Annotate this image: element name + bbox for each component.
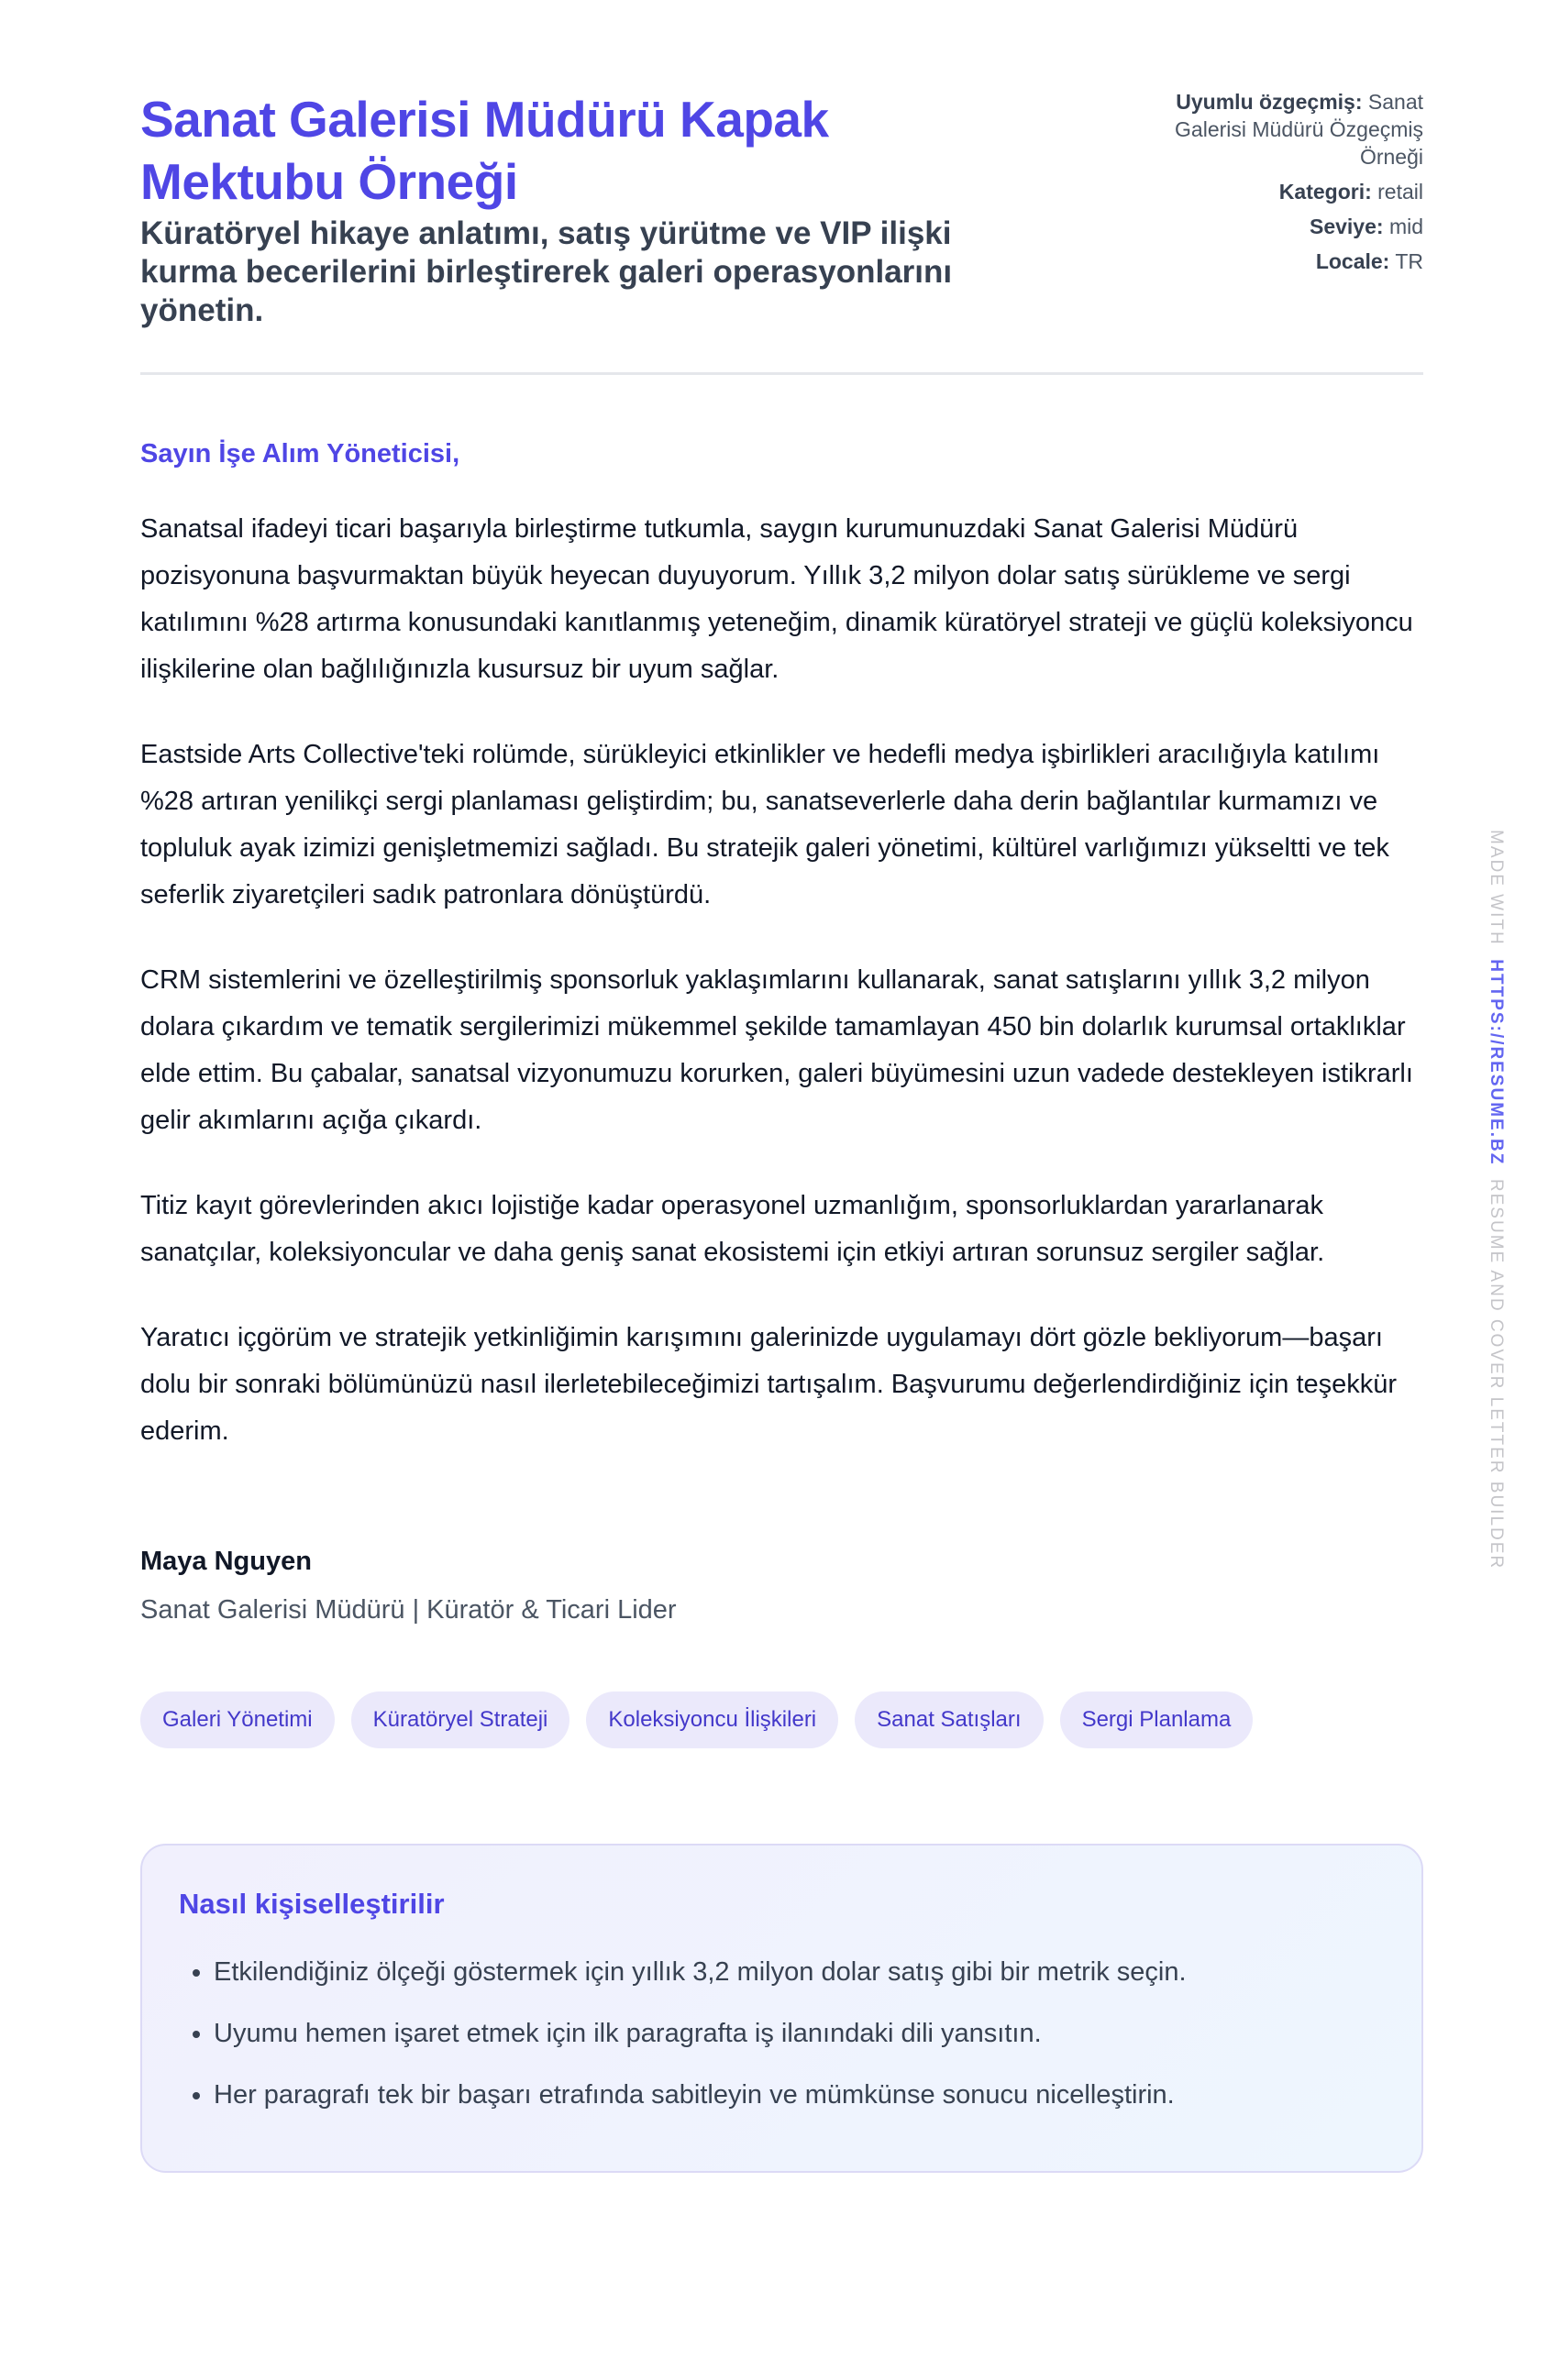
letter-paragraph: Sanatsal ifadeyi ticari başarıyla birleştirme tutkumla, saygın kurumunuzdaki Sanat Galerisi Müdürü pozisyonuna başvurmaktan büyük heyecan duyuyorum. Yıllık 3,2 milyon dolar satış sürükleme ve sergi katılımını %28 artırma konusundaki kanıtlanmış yeteneğim, dinamik küratöryel strateji ve güçlü koleksiyoncu ilişkilerine olan bağlılığınızla kusursuz bir uyum sağlar. [140,514,1413,684]
signature-name: Maya Nguyen [140,1547,312,1576]
resume-bz-link[interactable]: HTTPS://RESUME.BZ [1487,959,1506,1166]
letter-paragraph: Eastside Arts Collective'teki rolümde, sürükleyici etkinlikler ve hedefli medya işbirlikleri aracılığıyla katılımı %28 artıran yenilikçi sergi planlaması geliştirdim; bu, sanatseverlerle daha derin bağlantılar kurmamızı ve topluluk ayak izimizi genişletmemizi sağladı. Bu stratejik galeri yönetimi, kültürel varlığımızı yükseltti ve tek seferlik ziyaretçileri sadık patronlara dönüştürdü. [140,740,1389,909]
watermark: MADE WITH HTTPS://RESUME.BZ RESUME AND COVER LETTER BUILDER [1487,830,1506,1570]
signature-role: Sanat Galerisi Müdürü | Küratör & Ticari Lider [140,1595,677,1625]
skill-tag: Koleksiyoncu İlişkileri [586,1691,838,1748]
meta-category: Kategori: retail [1278,180,1423,204]
tips-title: Nasıl kişiselleştirilir [179,1888,445,1920]
tip-item: • Etkilendiğiniz ölçeği göstermek için yıllık 3,2 milyon dolar satış gibi bir metrik seçin. [214,1956,1385,1989]
skill-tag: Sanat Satışları [855,1691,1043,1748]
meta-level: Seviye: mid [1309,215,1423,238]
customization-tips [140,1844,1423,2173]
skill-tag: Galeri Yönetimi [140,1691,335,1748]
skill-tags [140,1691,1423,1748]
tip-item: • Her paragrafı tek bir başarı etrafında sabitleyin ve mümkünse sonucu nicelleştirin. [214,2078,1385,2111]
salutation: Sayın İşe Alım Yöneticisi, [140,439,460,468]
letter-paragraph: Yaratıcı içgörüm ve stratejik yetkinliğimin karışımını galerinizde uygulamayı dört gözle bekliyorum—başarı dolu bir sonraki bölümünüzü nasıl ilerletebileceğimizi tartışalım. Başvurumu değerlendirdiğiniz için teşekkür ederim. [140,1323,1398,1446]
meta-resume: Uyumlu özgeçmiş: Sanat Galerisi Müdürü Özgeçmiş Örneği [1175,90,1423,169]
skill-tag: Küratöryel Strateji [351,1691,570,1748]
tip-item: • Uyumu hemen işaret etmek için ilk paragrafta iş ilanındaki dili yansıtın. [214,2017,1385,2050]
skill-tag: Sergi Planlama [1060,1691,1254,1748]
page-subtitle: Küratöryel hikaye anlatımı, satış yürütme ve VIP ilişki kurma becerilerini birleştirerek galeri operasyonlarını yönetin. [140,215,953,328]
meta-info [1121,88,1423,330]
header [140,88,1423,330]
meta-locale: Locale: TR [1315,249,1423,273]
divider [140,372,1423,375]
cover-letter-page [140,88,1423,2173]
letter-paragraph: Titiz kayıt görevlerinden akıcı lojistiğe kadar operasyonel uzmanlığım, sponsorluklardan yararlanarak sanatçılar, koleksiyoncular ve daha geniş sanat ekosistemi için etkiyi artıran sorunsuz sergiler sağlar. [140,1191,1325,1267]
tips-list [179,1956,1385,2111]
letter-paragraph: CRM sistemlerini ve özelleştirilmiş sponsorluk yaklaşımlarını kullanarak, sanat satışlarını yıllık 3,2 milyon dolara çıkardım ve tematik sergilerimizi mükemmel şekilde tamamlayan 450 bin dolarlık kurumsal ortaklıklar elde ettim. Bu çabalar, sanatsal vizyonumuzu korurken, galeri büyümesini uzun vadede destekleyen istikrarlı gelir akımlarını açığa çıkardı. [140,965,1413,1135]
page-title: Sanat Galerisi Müdürü Kapak Mektubu Örneği [140,91,829,210]
